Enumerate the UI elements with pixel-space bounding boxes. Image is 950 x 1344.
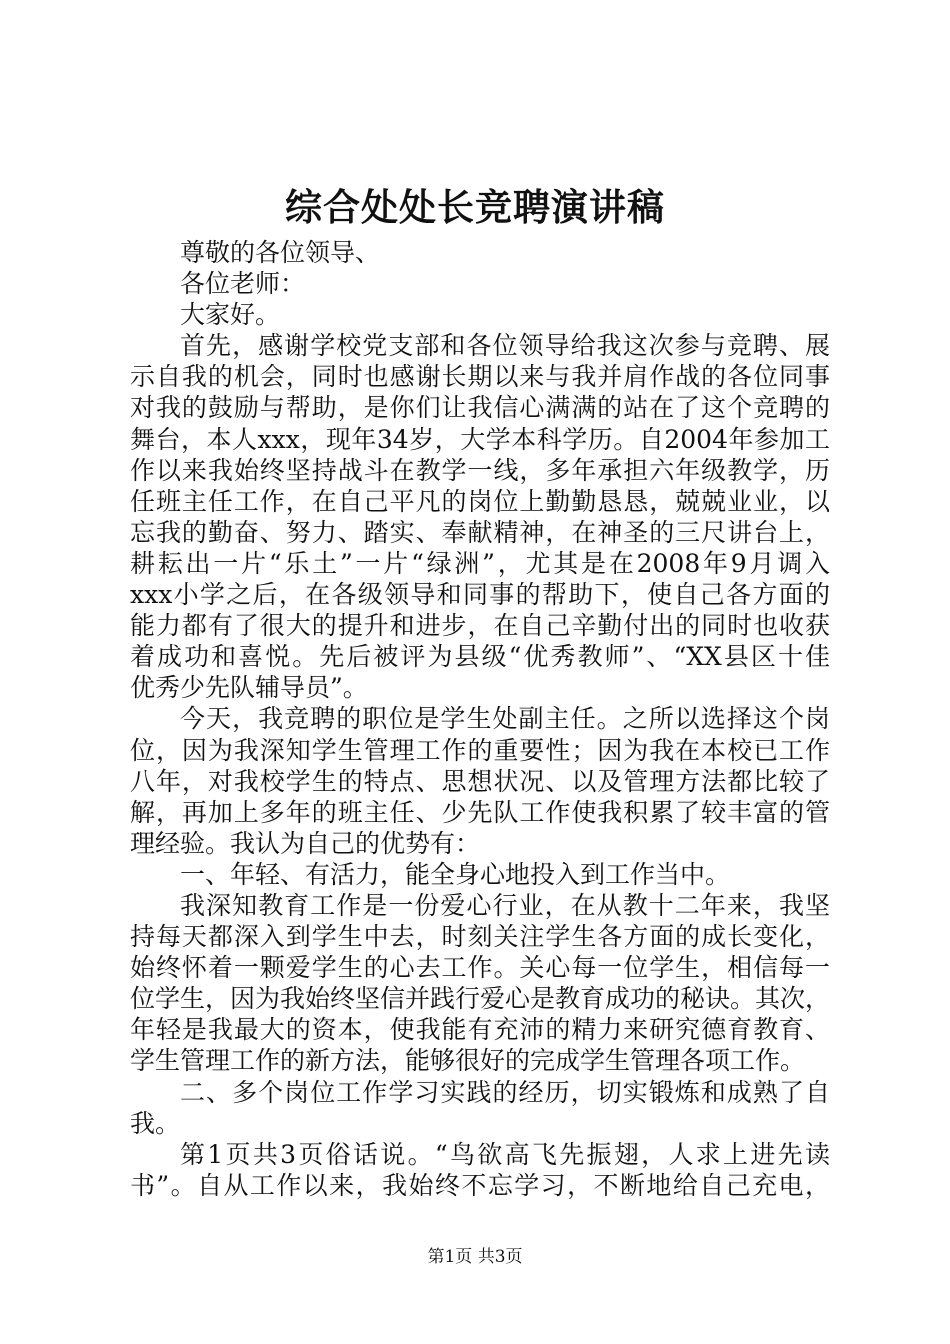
page-title: 综合处处长竞聘演讲稿 [285, 185, 665, 229]
text-line: 第1页共3页俗话说。“鸟欲高飞先振翅，人求上进先读 [180, 1139, 830, 1169]
text-line: 位，因为我深知学生管理工作的重要性；因为我在本校已工作 [130, 735, 830, 765]
text-line: 对我的鼓励与帮助，是你们让我信心满满的站在了这个竞聘的 [130, 393, 830, 423]
text-line: 优秀少先队辅导员”。 [130, 673, 368, 703]
text-line: 二、多个岗位工作学习实践的经历，切实锻炼和成熟了自 [180, 1077, 830, 1107]
text-line: 能力都有了很大的提升和进步，在自己辛勤付出的同时也收获 [130, 611, 830, 641]
document-body [130, 237, 830, 1201]
page-number: 第1页 共3页 [427, 1247, 523, 1267]
text-line: 舞台，本人xxx，现年34岁，大学本科学历。自2004年参加工 [130, 424, 830, 454]
text-line: 学生管理工作的新方法，能够很好的完成学生管理各项工作。 [130, 1046, 806, 1076]
text-line: 八年，对我校学生的特点、思想状况、以及管理方法都比较了 [130, 766, 830, 796]
text-line: 示自我的机会，同时也感谢长期以来与我并肩作战的各位同事 [130, 362, 830, 392]
text-line: 书”。自从工作以来，我始终不忘学习，不断地给自己充电， [130, 1170, 830, 1200]
text-line: 忘我的勤奋、努力、踏实、奉献精神，在神圣的三尺讲台上， [130, 517, 830, 547]
text-line: 持每天都深入到学生中去，时刻关注学生各方面的成长变化， [130, 922, 830, 952]
text-line: 作以来我始终坚持战斗在教学一线，多年承担六年级教学，历 [130, 455, 830, 485]
text-line: 年轻是我最大的资本，使我能有充沛的精力来研究德育教育、 [130, 1015, 830, 1045]
text-line: 耕耘出一片“乐土”一片“绿洲”，尤其是在2008年9月调入 [130, 548, 830, 578]
text-line: 位学生，因为我始终坚信并践行爱心是教育成功的秘诀。其次， [130, 984, 831, 1014]
text-line: 解，再加上多年的班主任、少先队工作使我积累了较丰富的管 [130, 797, 830, 827]
text-line: 首先，感谢学校党支部和各位领导给我这次参与竞聘、展 [180, 331, 830, 361]
text-line: 今天，我竞聘的职位是学生处副主任。之所以选择这个岗 [180, 704, 830, 734]
text-line: 理经验。我认为自己的优势有： [130, 828, 481, 858]
text-line: 始终怀着一颗爱学生的心去工作。关心每一位学生，相信每一 [130, 953, 830, 983]
text-line: 我。 [130, 1108, 181, 1138]
text-line: 我深知教育工作是一份爱心行业，在从教十二年来，我坚 [180, 890, 830, 920]
text-line: 一、年轻、有活力，能全身心地投入到工作当中。 [180, 859, 731, 889]
text-line: 着成功和喜悦。先后被评为县级“优秀教师”、“XX县区十佳 [130, 642, 830, 672]
text-line: 各位老师： [180, 269, 306, 299]
text-line: 大家好。 [180, 300, 281, 330]
text-line: xxx小学之后，在各级领导和同事的帮助下，使自己各方面的 [130, 580, 830, 610]
text-line: 任班主任工作，在自己平凡的岗位上勤勤恳恳，兢兢业业，以 [130, 486, 830, 516]
text-line: 尊敬的各位领导、 [180, 238, 381, 267]
